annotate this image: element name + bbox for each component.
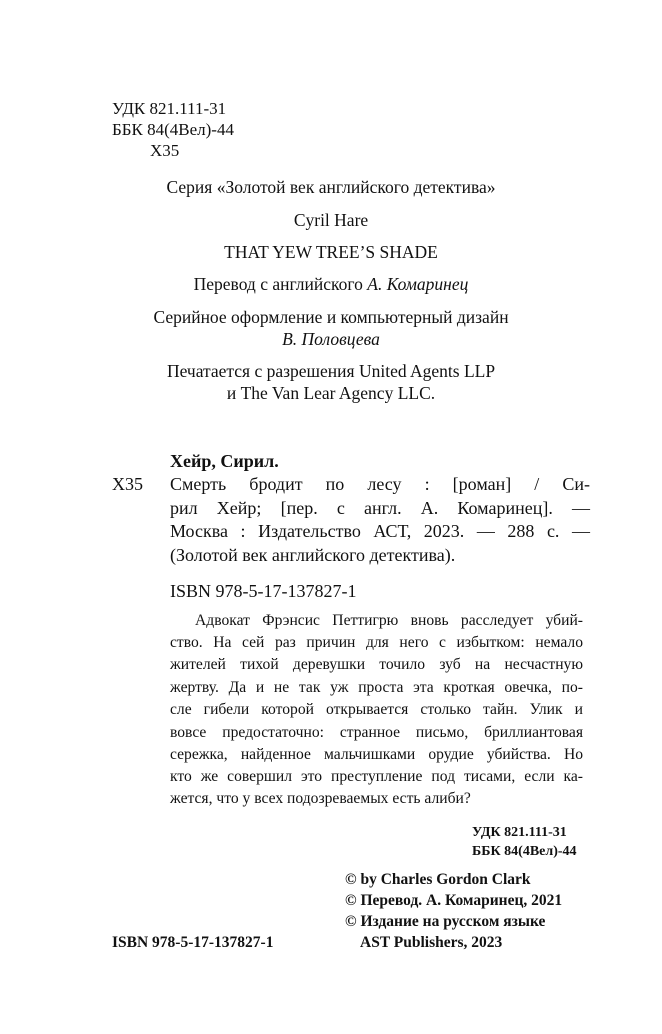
copyright-translation: © Перевод. А. Комаринец, 2021 (345, 892, 563, 909)
annotation-line: ство. На сей раз причин для него с избытком: немало (170, 634, 583, 651)
annotation-line: кто же совершил это преступление под тисами, если ка- (170, 768, 583, 785)
bbk-code: ББК 84(4Вел)-44 (112, 120, 234, 139)
annotation-line: сережка, найденное мальчишками орудие убийства. Но (170, 746, 583, 763)
permission-line-2: и The Van Lear Agency LLC. (226, 383, 436, 403)
annotation-line: жителей тихой деревушки точило зуб на несчастную (170, 656, 583, 673)
bib-line-3: Москва : Издательство АСТ, 2023. — 288 с. — (170, 521, 590, 541)
bib-heading: Хейр, Сирил. (170, 451, 279, 471)
annotation-line: вовсе предостаточно: странное письмо, бриллиантовая (170, 724, 583, 741)
designer-name: В. Половцева (282, 329, 380, 349)
bib-mark: Х35 (112, 474, 143, 494)
bottom-bbk: ББК 84(4Вел)-44 (472, 844, 577, 859)
design-label: Серийное оформление и компьютерный дизайн (153, 307, 509, 327)
copyright-publisher: AST Publishers, 2023 (360, 934, 503, 951)
annotation-line: жертву. Да и не так уж проста эта кроткая овечка, по- (170, 679, 583, 696)
translator-name: А. Комаринец (367, 274, 469, 294)
bib-line-1: Смерть бродит по лесу : [роман] / Си- (170, 474, 590, 494)
series-line: Серия «Золотой век английского детектива» (166, 177, 496, 197)
translation-label: Перевод с английского (193, 274, 363, 294)
bib-line-2: рил Хейр; [пер. с англ. А. Комаринец]. — (170, 498, 590, 518)
annotation-line: жется, что у всех подозреваемых есть алиби? (170, 790, 471, 807)
annotation-line: сле гибели которой открывается столько тайн. Улик и (170, 701, 583, 718)
original-title: THAT YEW TREE’S SHADE (224, 242, 438, 262)
bib-line-4: (Золотой век английского детектива). (170, 545, 456, 565)
bib-isbn: ISBN 978-5-17-137827-1 (170, 581, 357, 601)
bottom-isbn: ISBN 978-5-17-137827-1 (112, 934, 274, 951)
author-mark: Х35 (150, 141, 180, 160)
original-author: Cyril Hare (293, 210, 369, 230)
translation-credit (100, 273, 562, 295)
bottom-udk: УДК 821.111-31 (472, 825, 567, 840)
copyright-edition: © Издание на русском языке (345, 913, 546, 930)
annotation-line: Адвокат Фрэнсис Петтигрю вновь расследует убий- (195, 612, 583, 629)
permission-line-1: Печатается с разрешения United Agents LLP (166, 361, 496, 381)
copyright-author: © by Charles Gordon Clark (345, 871, 531, 888)
udk-code: УДК 821.111-31 (112, 99, 227, 118)
